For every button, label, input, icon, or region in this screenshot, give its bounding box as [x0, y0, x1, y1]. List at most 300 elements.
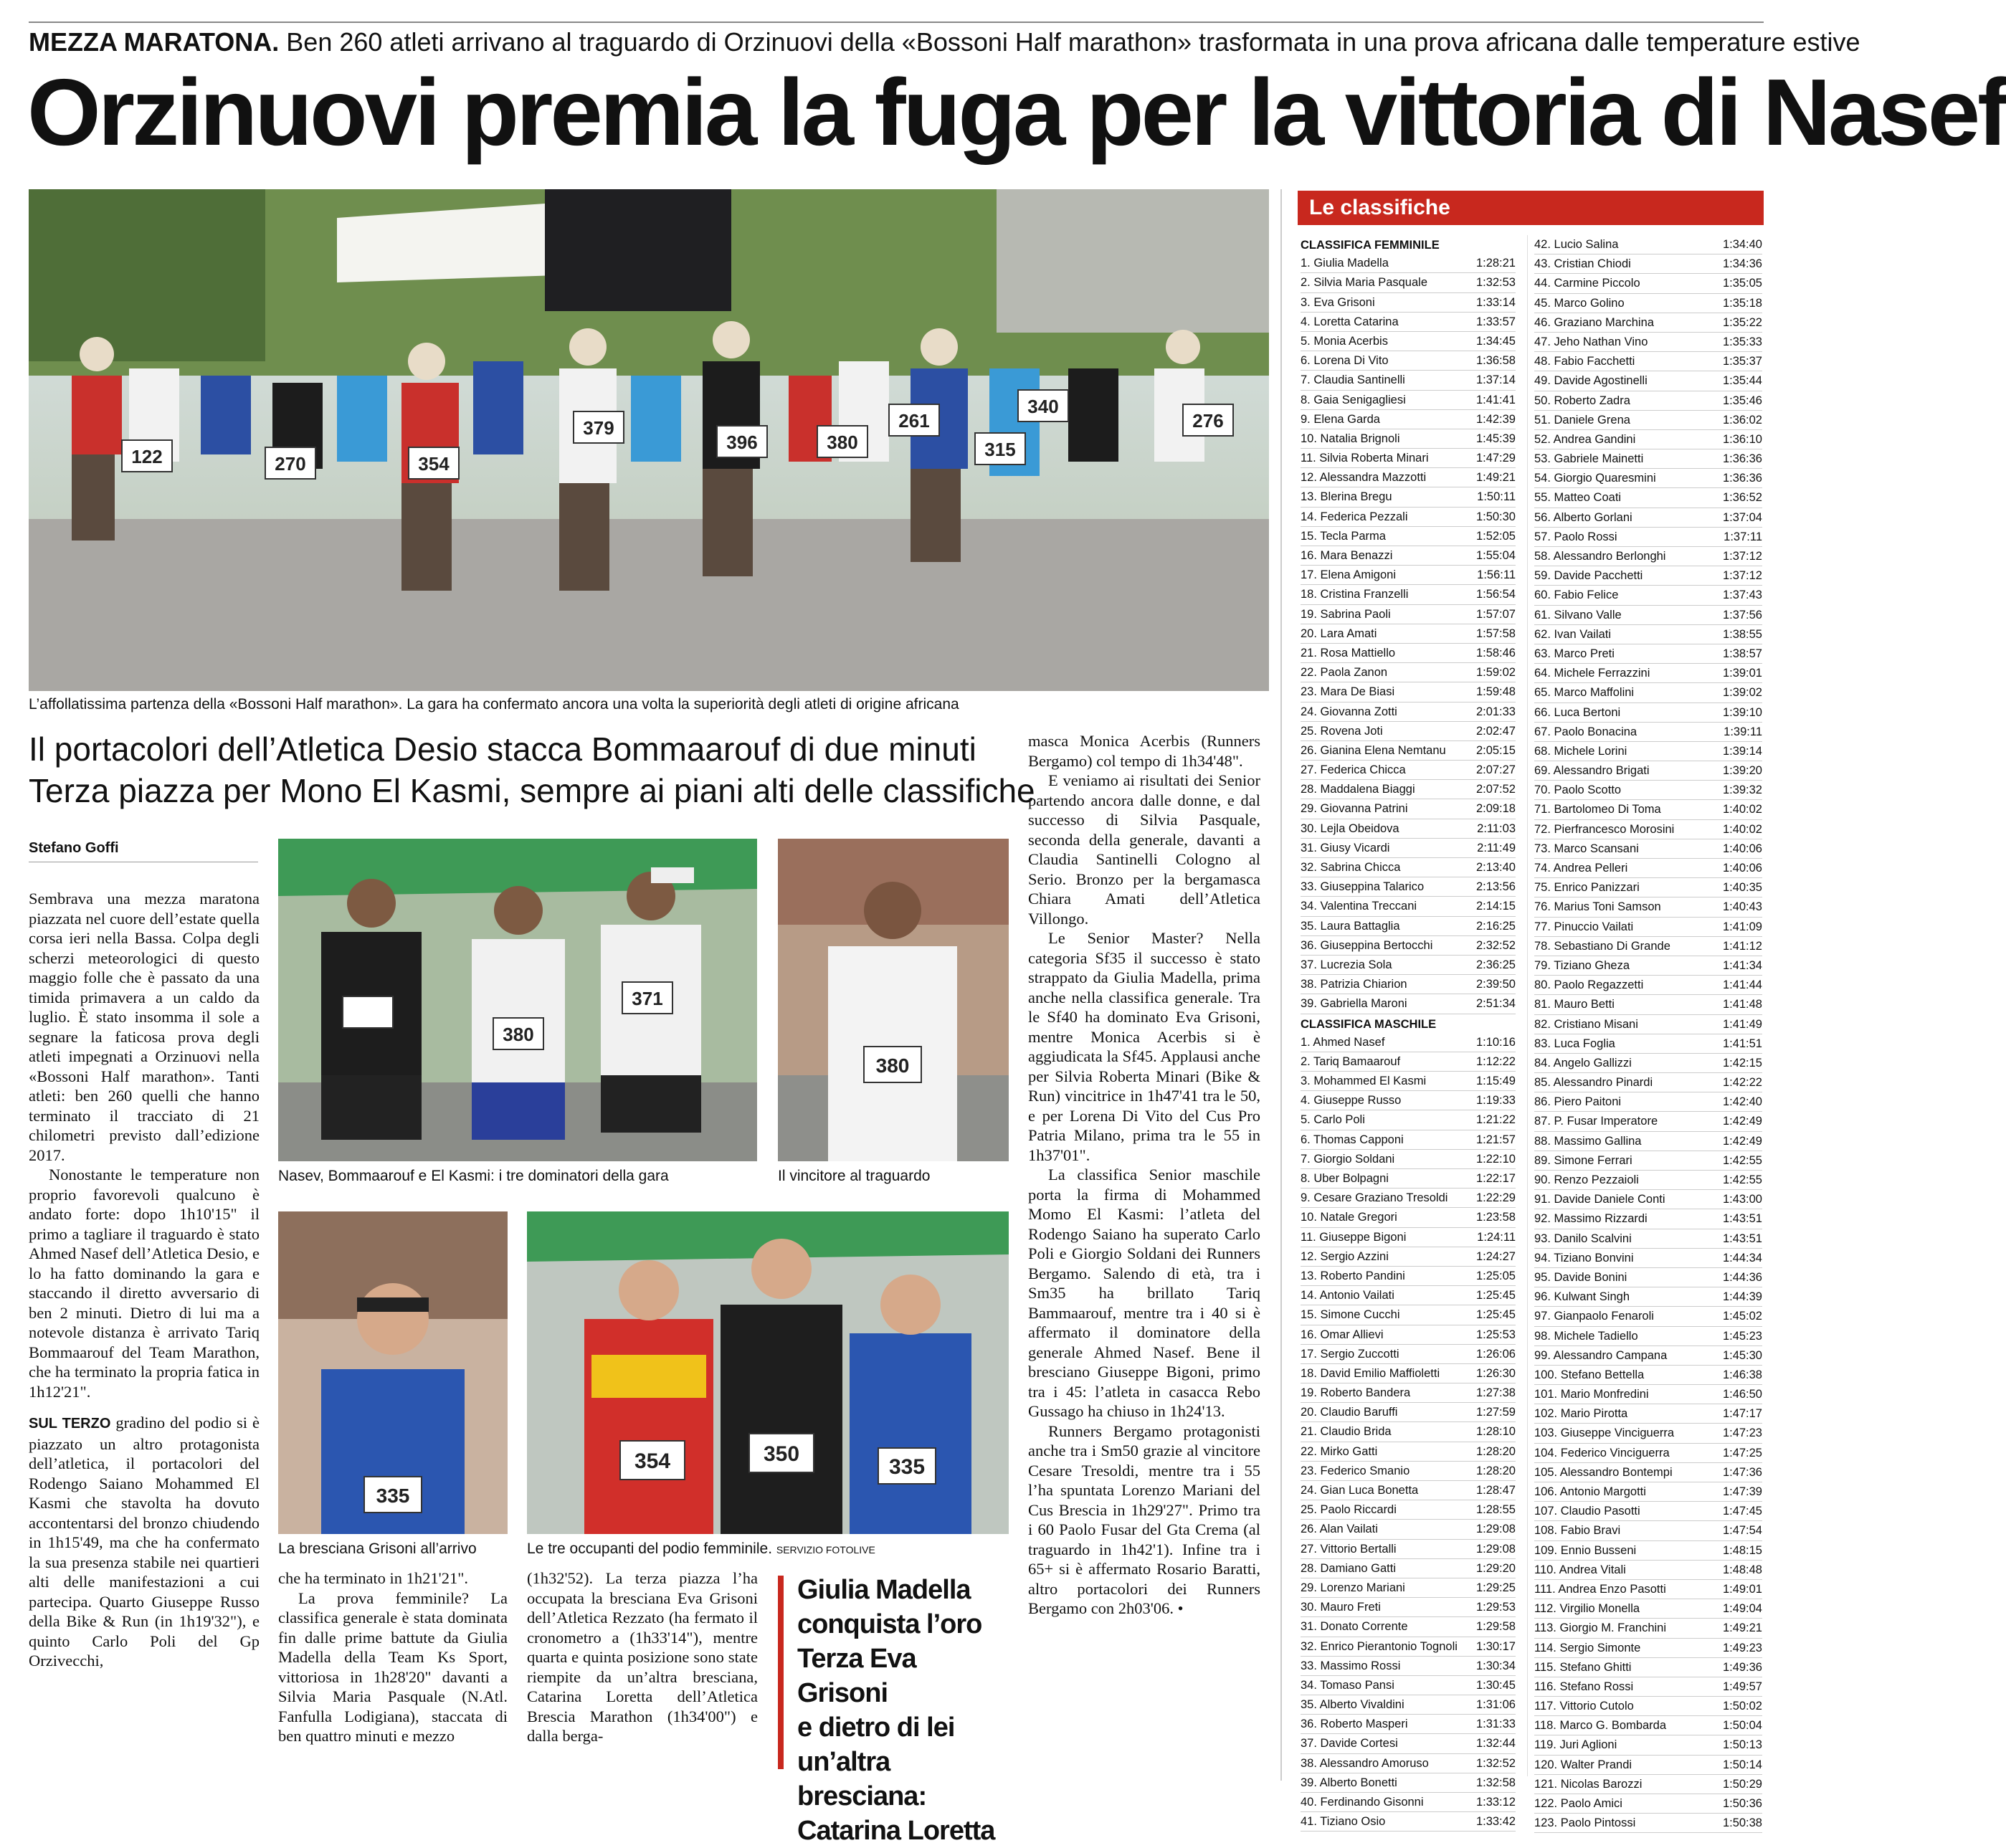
ranking-row [1534, 723, 1762, 742]
ranking-athlete: 63. Marco Preti [1534, 647, 1615, 660]
ranking-row [1301, 1150, 1516, 1169]
ranking-row [1534, 1112, 1762, 1131]
ranking-athlete: 115. Stefano Ghitti [1534, 1660, 1632, 1674]
ranking-athlete: 50. Roberto Zadra [1534, 394, 1630, 407]
ranking-athlete: 110. Andrea Vitali [1534, 1563, 1626, 1576]
ranking-time: 1:45:23 [1722, 1329, 1762, 1343]
ranking-time: 1:40:02 [1722, 803, 1762, 816]
ranking-athlete: 14. Federica Pezzali [1301, 510, 1408, 523]
article-paragraph: E veniamo ai risultati dei Senior partendo ancora dalle donne, e dal successo di Silvia Pasquale, seconda della generale, davanti a Claudia Santinelli Cologno al Serio. Bronzo per la bergamasca Chiara Amati dell’Atletica Villongo. [1028, 771, 1260, 928]
ranking-time: 1:46:38 [1722, 1368, 1762, 1381]
ranking-row [1301, 1462, 1516, 1481]
ranking-row [1301, 468, 1516, 487]
ranking-row [1534, 606, 1762, 625]
subhead-line: Il portacolori dell’Atletica Desio stacca Bommaarouf di due minuti [29, 730, 976, 768]
ranking-time: 1:42:49 [1722, 1115, 1762, 1128]
ranking-time: 1:37:04 [1722, 510, 1762, 524]
ranking-time: 1:37:14 [1475, 373, 1516, 387]
ranking-time: 1:50:02 [1722, 1700, 1762, 1713]
ranking-athlete: 4. Giuseppe Russo [1301, 1094, 1402, 1108]
ranking-athlete: 64. Michele Ferrazzini [1534, 667, 1650, 680]
ranking-time: 1:27:38 [1475, 1386, 1516, 1400]
ranking-row [1301, 897, 1516, 916]
pull-quote-line: Terza Eva Grisoni [797, 1644, 916, 1708]
ranking-row [1301, 1540, 1516, 1559]
ranking-row [1534, 1775, 1762, 1794]
ranking-row [1534, 1756, 1762, 1775]
ranking-time: 1:32:58 [1475, 1776, 1516, 1789]
bib-text: 122 [131, 446, 163, 467]
ranking-row [1534, 1073, 1762, 1092]
ranking-athlete: 2. Tariq Bamaarouf [1301, 1054, 1401, 1068]
ranking-time: 1:49:21 [1722, 1621, 1762, 1635]
ranking-row [1301, 1267, 1516, 1286]
ranking-athlete: 79. Tiziano Gheza [1534, 958, 1630, 972]
ranking-time: 1:25:45 [1475, 1308, 1516, 1322]
ranking-row [1301, 1754, 1516, 1773]
ranking-time: 1:48:15 [1722, 1543, 1762, 1557]
ranking-athlete: 54. Giorgio Quaresmini [1534, 472, 1656, 485]
bib-text: 276 [1192, 410, 1224, 432]
ranking-athlete: 31. Giusy Vicardi [1301, 841, 1390, 854]
ranking-row [1534, 1209, 1762, 1229]
ranking-row [1534, 1444, 1762, 1463]
ranking-athlete: 87. P. Fusar Imperatore [1534, 1115, 1658, 1128]
bib-text: 354 [634, 1449, 671, 1473]
ranking-row [1534, 1327, 1762, 1346]
ranking-row [1534, 1677, 1762, 1697]
ranking-time: 1:47:17 [1722, 1407, 1762, 1421]
ranking-time: 1:42:55 [1722, 1173, 1762, 1186]
ranking-row [1534, 1151, 1762, 1171]
article-paragraph: La classifica Senior maschile porta la firma di Mohammed Momo El Kasmi: l’atleta del Rodengo Saiano ha superato Carlo Poli e Giorgio Soldani dei Runners Bergamo. Salendo di età, tra i Sm35 ha brillato Tariq Bammaarouf, mentre tra i 40 si è affermato il dominatore della generale Ahmed Nasef. Bene il bresciano Giuseppe Bigoni, primo tra i 45: l’atleta in casacca Rebo Gussago ha chiuso in 1h24'13. [1028, 1166, 1260, 1420]
ranking-athlete: 13. Blerina Bregu [1301, 490, 1392, 504]
ranking-time: 1:58:46 [1475, 646, 1516, 659]
paragraph-text: gradino del podio si è piazzato un altro protagonista dell’atletica, il portacolori del Rodengo Saiano Mohammed El Kasmi che stavolta ha dovuto accontentarsi del bronzo chiudendo in 1h15'49, ma che ha confermato la sua presenza stabile nei quartieri alti delle manifestazioni a cui partecipa. Quarto Giuseppe Russo della Bike & Run (in 1h19'32"), e quinto Carlo Poli del Gp Orzivecchi, [29, 1414, 260, 1670]
ranking-row [1534, 937, 1762, 956]
ranking-time: 1:28:21 [1475, 257, 1516, 270]
ranking-time: 1:39:32 [1722, 784, 1762, 797]
grisoni-illustration [278, 1211, 508, 1534]
ranking-time: 1:39:01 [1722, 667, 1762, 680]
ranking-row [1534, 1132, 1762, 1151]
ranking-time: 1:24:11 [1477, 1230, 1516, 1244]
podium-caption-text: Le tre occupanti del podio femminile. [527, 1540, 773, 1557]
pull-quote-line: e dietro di lei [797, 1713, 955, 1743]
ranking-athlete: 100. Stefano Bettella [1534, 1368, 1645, 1381]
ranking-row [1301, 1734, 1516, 1753]
ranking-athlete: 20. Claudio Baruffi [1301, 1406, 1398, 1419]
ranking-athlete: 6. Thomas Capponi [1301, 1133, 1404, 1146]
ranking-time: 1:49:04 [1722, 1602, 1762, 1616]
ranking-athlete: 77. Pinuccio Vailati [1534, 920, 1634, 933]
ranking-time: 1:22:17 [1475, 1172, 1516, 1185]
classifiche-column-divider [1527, 235, 1528, 1776]
ranking-time: 1:34:40 [1722, 238, 1762, 251]
article-paragraph: Le Senior Master? Nella categoria Sf35 il successo è stato strappato da Giulia Madella, prima anche nella classifica generale. Tra le Sf40 ha dominato Eva Grisoni, mentre Monica Acerbis si è aggiudicata la Sf45. Applausi anche per Silvia Roberta Minari (Bike & Run) vincitrice in 1h47'41 tra le 50, e per Lorena Di Vito del Cus Pro Patria Milano, prima tra le 55 in 1h37'01". [1028, 929, 1260, 1164]
pull-quote-line: Catarina Loretta [797, 1816, 995, 1846]
ranking-athlete: 71. Bartolomeo Di Toma [1534, 803, 1661, 816]
ranking-row [1301, 1364, 1516, 1383]
article-paragraph: masca Monica Acerbis (Runners Bergamo) col tempo di 1h34'48". [1028, 732, 1260, 770]
ranking-row [1301, 1247, 1516, 1267]
ranking-row [1534, 1092, 1762, 1112]
ranking-time: 1:42:55 [1722, 1153, 1762, 1167]
ranking-athlete: 37. Lucrezia Sola [1301, 958, 1392, 971]
ranking-row [1301, 1617, 1516, 1637]
ranking-athlete: 27. Federica Chicca [1301, 763, 1406, 777]
ranking-athlete: 31. Donato Corrente [1301, 1620, 1408, 1634]
bib-text: 335 [376, 1485, 410, 1507]
ranking-athlete: 105. Alessandro Bontempi [1534, 1465, 1673, 1479]
ranking-athlete: 56. Alberto Gorlani [1534, 510, 1632, 524]
ranking-athlete: 73. Marco Scansani [1534, 842, 1639, 855]
ranking-time: 1:28:20 [1475, 1464, 1516, 1477]
ranking-athlete: 114. Sergio Simonte [1534, 1641, 1641, 1654]
article-paragraph: Nonostante le temperature non proprio favorevoli qualcuno è andato forte: dopo 1h10'15" il primo a tagliare il traguardo è stato Ahmed Nasef dell’Atletica Desio, e lo ha fatto dominando la gara e staccando il diretto avversario di ben 2 minuti. Dietro di lui ma a notevole distanza è arrivato Tariq Bommaarouf del Team Marathon, che ha terminato la propria fatica in 1h12'21". [29, 1166, 260, 1401]
article-column-2 [278, 1568, 508, 1746]
ranking-time: 1:39:02 [1722, 686, 1762, 700]
ranking-time: 2:51:34 [1475, 997, 1516, 1011]
ranking-row [1301, 994, 1516, 1014]
ranking-athlete: 103. Giuseppe Vinciguerra [1534, 1427, 1675, 1440]
ranking-row [1534, 488, 1762, 508]
ranking-row [1534, 956, 1762, 976]
ranking-row [1534, 1249, 1762, 1268]
ranking-athlete: 91. Davide Daniele Conti [1534, 1193, 1665, 1206]
ranking-row [1534, 878, 1762, 897]
ranking-row [1301, 1403, 1516, 1422]
ranking-athlete: 24. Gian Luca Bonetta [1301, 1484, 1419, 1497]
bib-text: 380 [503, 1024, 534, 1045]
ranking-row [1534, 664, 1762, 683]
kicker-text: Ben 260 atleti arrivano al traguardo di Orzinuovi della «Bossoni Half marathon» trasformata in una prova africana dalle temperature estive [279, 27, 1860, 57]
ranking-row [1301, 644, 1516, 663]
ranking-athlete: 85. Alessandro Pinardi [1534, 1076, 1653, 1090]
ranking-athlete: 102. Mario Pirotta [1534, 1407, 1628, 1421]
ranking-athlete: 32. Enrico Pierantonio Tognoli [1301, 1639, 1458, 1653]
ranking-athlete: 15. Tecla Parma [1301, 529, 1386, 543]
ranking-athlete: 2. Silvia Maria Pasquale [1301, 276, 1428, 290]
ranking-row [1534, 1482, 1762, 1502]
ranking-athlete: 23. Federico Smanio [1301, 1464, 1410, 1477]
ranking-row [1301, 1052, 1516, 1072]
ranking-athlete: 66. Luca Bertoni [1534, 705, 1621, 719]
ranking-time: 1:28:10 [1475, 1425, 1516, 1439]
ranking-athlete: 94. Tiziano Bonvini [1534, 1251, 1634, 1264]
ranking-athlete: 25. Paolo Riccardi [1301, 1503, 1397, 1517]
ranking-athlete: 44. Carmine Piccolo [1534, 277, 1640, 290]
photo-credit: SERVIZIO FOTOLIVE [776, 1544, 875, 1556]
article-column-4 [1028, 731, 1260, 1619]
ranking-time: 1:50:36 [1722, 1797, 1762, 1810]
ranking-row [1301, 487, 1516, 507]
ranking-time: 1:35:46 [1722, 394, 1762, 407]
ranking-athlete: 17. Elena Amigoni [1301, 568, 1397, 582]
ranking-athlete: 84. Angelo Gallizzi [1534, 1056, 1632, 1070]
ranking-time: 1:45:30 [1722, 1348, 1762, 1362]
ranking-row [1534, 1814, 1762, 1833]
ranking-athlete: 41. Tiziano Osio [1301, 1815, 1386, 1829]
ranking-athlete: 15. Simone Cucchi [1301, 1308, 1400, 1322]
ranking-athlete: 7. Claudia Santinelli [1301, 373, 1405, 387]
bib-text: 396 [726, 432, 758, 453]
ranking-athlete: 34. Tomaso Pansi [1301, 1678, 1394, 1692]
ranking-row [1534, 918, 1762, 937]
ranking-time: 1:35:44 [1722, 374, 1762, 388]
ranking-row [1534, 449, 1762, 469]
ranking-time: 1:50:38 [1722, 1816, 1762, 1830]
ranking-row [1301, 1500, 1516, 1520]
ranking-athlete: 97. Gianpaolo Fenaroli [1534, 1310, 1654, 1323]
ranking-time: 1:48:48 [1722, 1563, 1762, 1576]
ranking-time: 2:16:25 [1475, 919, 1516, 933]
ranking-row [1301, 1598, 1516, 1617]
ranking-row [1534, 547, 1762, 566]
ranking-row [1534, 1424, 1762, 1443]
ranking-row [1301, 877, 1516, 897]
ranking-time: 1:55:04 [1475, 549, 1516, 562]
ranking-row [1301, 819, 1516, 839]
ranking-athlete: 30. Mauro Freti [1301, 1601, 1381, 1614]
ranking-time: 1:39:11 [1724, 725, 1762, 738]
ranking-athlete: 19. Roberto Bandera [1301, 1386, 1411, 1400]
ranking-athlete: 47. Jeho Nathan Vino [1534, 335, 1648, 348]
ranking-time: 1:40:43 [1722, 900, 1762, 914]
ranking-row [1534, 1287, 1762, 1307]
ranking-time: 1:36:58 [1475, 354, 1516, 368]
ranking-time: 1:50:04 [1722, 1719, 1762, 1733]
ranking-row [1534, 1385, 1762, 1404]
ranking-time: 1:57:58 [1475, 627, 1516, 640]
classifiche-column-1 [1301, 235, 1516, 1832]
ranking-time: 1:46:50 [1722, 1388, 1762, 1401]
ranking-athlete: 121. Nicolas Barozzi [1534, 1777, 1643, 1791]
classifica-maschile-title: CLASSIFICA MASCHILE [1301, 1017, 1437, 1031]
pull-quote-line: Giulia Madella [797, 1575, 971, 1605]
ranking-time: 1:21:57 [1475, 1133, 1516, 1146]
author-byline: Stefano Goffi [29, 840, 119, 856]
ranking-time: 2:07:27 [1475, 763, 1516, 777]
bib-text: 315 [984, 439, 1016, 460]
ranking-athlete: 19. Sabrina Paoli [1301, 607, 1391, 621]
ranking-athlete: 18. Cristina Franzelli [1301, 588, 1409, 601]
bib-text: 261 [898, 410, 930, 432]
ranking-row [1301, 1033, 1516, 1052]
ranking-athlete: 104. Federico Vinciguerra [1534, 1446, 1670, 1459]
ranking-athlete: 86. Piero Paitoni [1534, 1095, 1622, 1109]
ranking-row [1534, 1521, 1762, 1540]
ranking-athlete: 106. Antonio Margotti [1534, 1485, 1646, 1498]
ranking-time: 1:25:05 [1475, 1269, 1516, 1282]
ranking-row [1534, 352, 1762, 371]
ranking-row [1301, 1657, 1516, 1676]
headline: Orzinuovi premia la fuga per la vittoria di Nasef [27, 59, 2006, 165]
classifiche-column-2 [1534, 235, 1762, 1833]
ranking-time: 1:37:11 [1724, 530, 1762, 543]
article-paragraph: che ha terminato in 1h21'21". [278, 1569, 469, 1587]
ranking-time: 1:43:51 [1722, 1212, 1762, 1226]
ranking-time: 1:37:56 [1722, 608, 1762, 621]
ranking-row [1534, 761, 1762, 781]
ranking-athlete: 21. Rosa Mattiello [1301, 646, 1396, 659]
ranking-athlete: 3. Mohammed El Kasmi [1301, 1075, 1427, 1088]
ranking-row [1534, 391, 1762, 411]
ranking-athlete: 16. Mara Benazzi [1301, 549, 1393, 562]
winner-photo [778, 839, 1009, 1161]
ranking-athlete: 80. Paolo Regazzetti [1534, 978, 1644, 992]
ranking-row [1301, 1286, 1516, 1305]
ranking-time: 1:26:30 [1475, 1366, 1516, 1380]
ranking-row [1301, 682, 1516, 702]
classifica-femminile-title: CLASSIFICA FEMMINILE [1301, 239, 1440, 252]
ranking-time: 1:47:36 [1722, 1465, 1762, 1479]
bib-text: 380 [875, 1054, 910, 1077]
ranking-time: 1:34:45 [1475, 334, 1516, 348]
ranking-athlete: 40. Ferdinando Gisonni [1301, 1796, 1424, 1809]
ranking-time: 1:47:29 [1475, 452, 1516, 465]
ranking-row [1301, 839, 1516, 858]
ranking-time: 1:32:44 [1475, 1737, 1516, 1751]
ranking-time: 1:22:10 [1475, 1152, 1516, 1166]
ranking-row [1534, 1599, 1762, 1619]
ranking-athlete: 26. Alan Vailati [1301, 1523, 1378, 1536]
ranking-athlete: 112. Virgilio Monella [1534, 1602, 1640, 1616]
pull-quote [797, 1573, 1012, 1848]
grisoni-photo-caption: La bresciana Grisoni all’arrivo [278, 1540, 477, 1557]
ranking-time: 1:34:36 [1722, 257, 1762, 271]
ranking-row [1301, 1695, 1516, 1715]
ranking-athlete: 59. Davide Pacchetti [1534, 569, 1643, 583]
ranking-time: 2:07:52 [1475, 783, 1516, 796]
ranking-athlete: 58. Alessandro Berlonghi [1534, 550, 1666, 563]
ranking-athlete: 12. Sergio Azzini [1301, 1249, 1389, 1263]
ranking-row [1534, 1735, 1762, 1755]
ranking-athlete: 32. Sabrina Chicca [1301, 861, 1401, 874]
ranking-row [1301, 1072, 1516, 1091]
ranking-time: 1:31:06 [1475, 1698, 1516, 1712]
ranking-time: 1:49:57 [1722, 1680, 1762, 1693]
ranking-time: 1:59:02 [1475, 666, 1516, 680]
ranking-time: 1:41:41 [1475, 393, 1516, 406]
trio-photo [278, 839, 757, 1161]
ranking-row [1534, 1561, 1762, 1580]
ranking-athlete: 88. Massimo Gallina [1534, 1134, 1642, 1148]
ranking-time: 1:40:06 [1722, 842, 1762, 855]
ranking-athlete: 55. Matteo Coati [1534, 491, 1622, 505]
ranking-time: 1:49:23 [1722, 1641, 1762, 1654]
ranking-athlete: 99. Alessandro Campana [1534, 1348, 1668, 1362]
article-paragraph [29, 1413, 260, 1671]
ranking-time: 1:47:23 [1722, 1427, 1762, 1440]
ranking-row [1534, 859, 1762, 878]
ranking-time: 1:35:22 [1722, 315, 1762, 329]
ranking-time: 1:12:22 [1475, 1054, 1516, 1068]
ranking-row [1301, 1383, 1516, 1403]
ranking-athlete: 30. Lejla Obeidova [1301, 821, 1399, 835]
ranking-athlete: 39. Gabriella Maroni [1301, 997, 1407, 1011]
bib-text: 335 [888, 1455, 926, 1479]
ranking-row [1534, 1229, 1762, 1249]
ranking-time: 1:36:10 [1722, 432, 1762, 446]
ranking-time: 1:50:30 [1475, 510, 1516, 523]
ranking-row [1301, 956, 1516, 975]
ranking-row [1301, 410, 1516, 429]
ranking-athlete: 52. Andrea Gandini [1534, 432, 1636, 446]
ranking-athlete: 35. Laura Battaglia [1301, 919, 1400, 933]
ranking-time: 1:43:00 [1722, 1193, 1762, 1206]
ranking-time: 1:59:48 [1475, 685, 1516, 699]
ranking-time: 1:36:36 [1722, 452, 1762, 466]
ranking-row [1301, 508, 1516, 527]
ranking-time: 2:13:56 [1475, 880, 1516, 894]
ranking-athlete: 14. Antonio Vailati [1301, 1289, 1394, 1302]
ranking-row [1301, 254, 1516, 273]
ranking-athlete: 22. Paola Zanon [1301, 666, 1388, 680]
ranking-time: 1:21:22 [1475, 1113, 1516, 1127]
ranking-row [1301, 702, 1516, 722]
ranking-time: 1:26:06 [1475, 1347, 1516, 1361]
ranking-athlete: 13. Roberto Pandini [1301, 1269, 1405, 1282]
ranking-row [1534, 1307, 1762, 1326]
bib-text: 380 [827, 432, 858, 453]
ranking-row [1534, 1404, 1762, 1424]
ranking-row [1301, 761, 1516, 780]
ranking-time: 1:36:36 [1722, 472, 1762, 485]
ranking-row [1534, 897, 1762, 917]
ranking-time: 1:56:11 [1477, 568, 1516, 582]
ranking-time: 1:56:54 [1475, 588, 1516, 601]
ranking-time: 1:47:54 [1722, 1524, 1762, 1538]
ranking-time: 1:35:33 [1722, 335, 1762, 348]
ranking-time: 1:28:55 [1475, 1503, 1516, 1517]
article-paragraph: Runners Bergamo protagonisti anche tra i Sm50 grazie al vincitore Cesare Tresoldi, mentre tra i 55 l’ha spuntata Lorenzo Mariani del Cus Brescia in 1h29'27". Primo tra i 60 Paolo Fusar del Gta Crema (al traguardo in 1h42'1). Infine tra i 65+ si è affermato Rosario Baratti, altro portacolori dei Runners Bergamo con 2h03'06. • [1028, 1421, 1260, 1617]
ranking-time: 1:28:47 [1475, 1484, 1516, 1497]
ranking-row [1534, 625, 1762, 644]
article-column-1 [29, 889, 260, 1671]
ranking-row [1301, 1578, 1516, 1598]
ranking-time: 1:30:45 [1475, 1678, 1516, 1692]
ranking-athlete: 122. Paolo Amici [1534, 1797, 1622, 1810]
ranking-time: 1:41:48 [1722, 998, 1762, 1011]
article-paragraph: Sembrava una mezza maratona piazzata nel cuore dell’estate quella corsa ieri nella Bassa. Colpa degli scherzi meteorologici di questo maggio folle che è passato da una timida primavera a un caldo da luglio. È stato insomma il sole a segnare la faticosa prova degli atleti impegnati a Orzinuovi nella «Bossoni Half marathon». Tanti atleti: ben 260 quelli che hanno terminato il tracciato di 21 chilometri previsto dall’edizione 2017. [29, 890, 260, 1164]
ranking-athlete: 1. Ahmed Nasef [1301, 1035, 1385, 1049]
ranking-athlete: 27. Vittorio Bertalli [1301, 1542, 1397, 1556]
ranking-row [1534, 1054, 1762, 1073]
classifiche-header: Le classifiche [1298, 191, 1764, 225]
ranking-athlete: 49. Davide Agostinelli [1534, 374, 1648, 388]
ranking-time: 1:47:25 [1722, 1446, 1762, 1459]
ranking-time: 1:33:14 [1475, 295, 1516, 309]
ranking-time: 1:23:58 [1475, 1211, 1516, 1224]
ranking-row [1534, 644, 1762, 664]
bib-text: 270 [275, 453, 306, 475]
ranking-row [1301, 858, 1516, 877]
ranking-time: 1:31:33 [1475, 1718, 1516, 1731]
ranking-row [1301, 1305, 1516, 1325]
ranking-athlete: 36. Giuseppina Bertocchi [1301, 938, 1433, 952]
ranking-time: 1:37:12 [1722, 550, 1762, 563]
ranking-time: 1:42:40 [1722, 1095, 1762, 1109]
ranking-row [1301, 1676, 1516, 1695]
classifica-maschile-list [1301, 1033, 1516, 1832]
ranking-time: 1:41:09 [1722, 920, 1762, 933]
ranking-athlete: 96. Kulwant Singh [1534, 1290, 1630, 1304]
ranking-athlete: 48. Fabio Facchetti [1534, 355, 1635, 368]
ranking-athlete: 123. Paolo Pintossi [1534, 1816, 1636, 1830]
ranking-athlete: 90. Renzo Pezzaioli [1534, 1173, 1639, 1186]
ranking-row [1301, 936, 1516, 956]
